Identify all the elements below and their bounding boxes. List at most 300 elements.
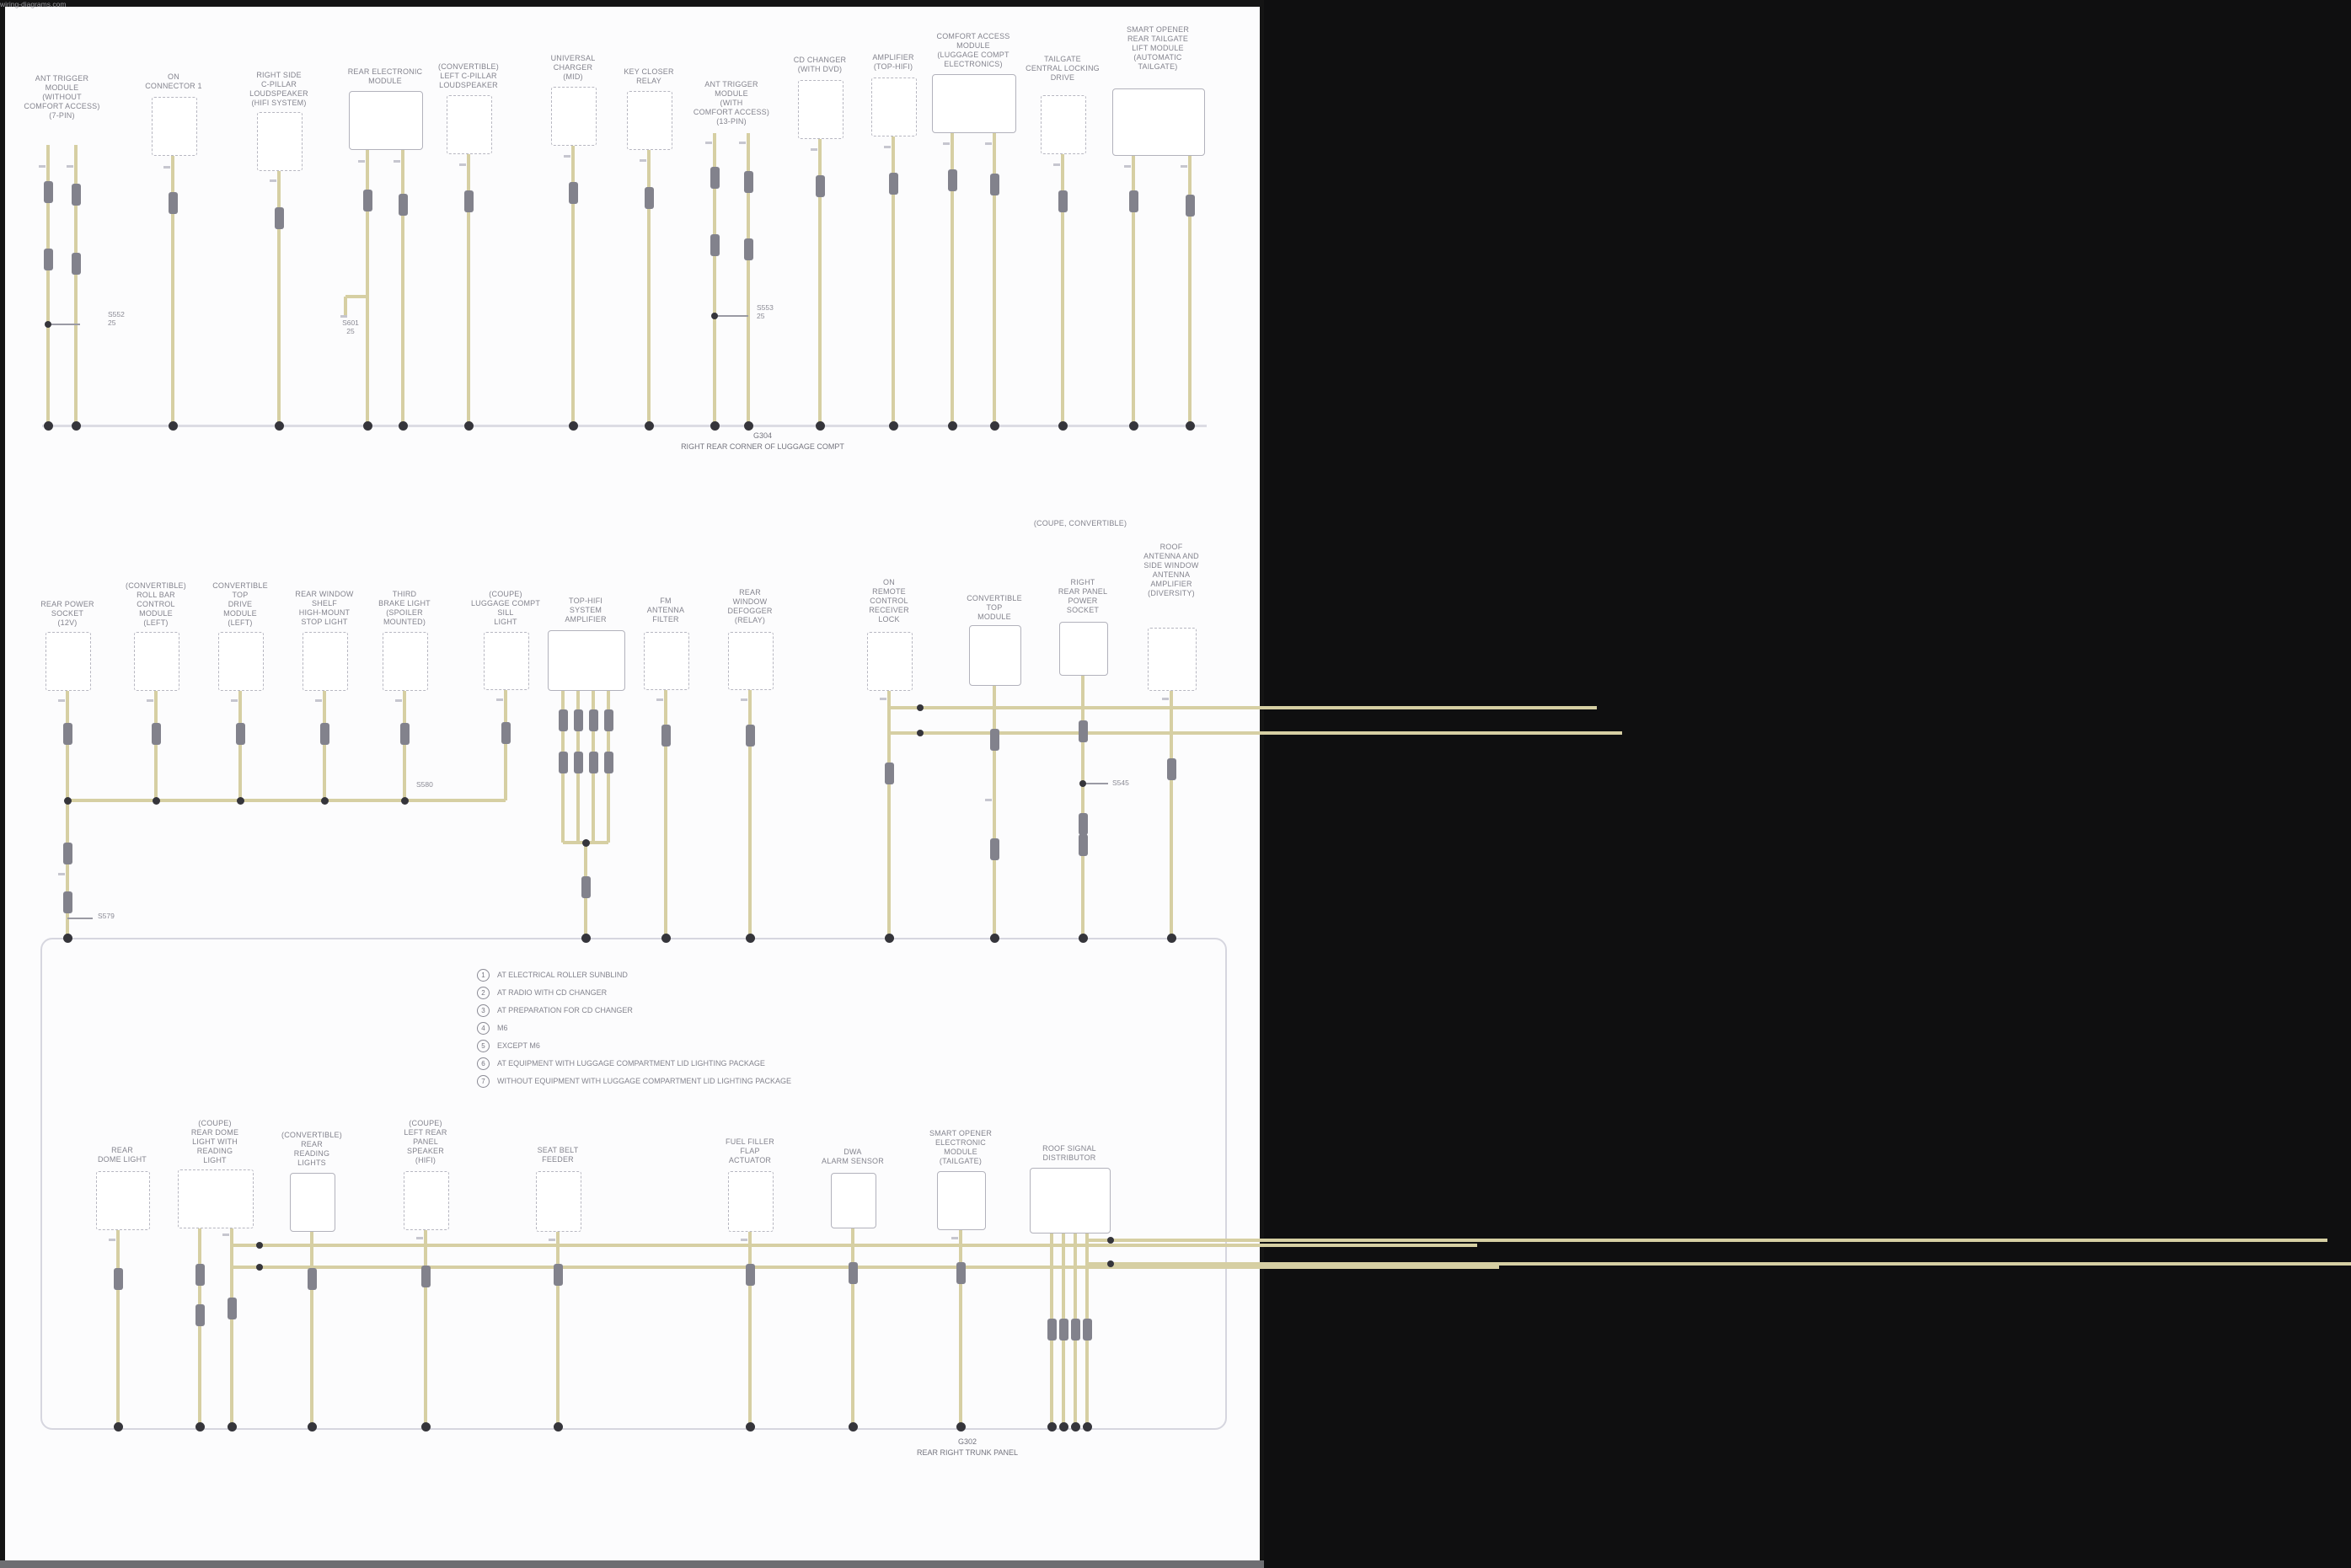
component-label-line: DOME LIGHT [97,1155,147,1164]
ground-dot [195,1422,205,1432]
ground-dot [63,934,72,943]
component-label-line: REAR [739,588,761,597]
component-label-line: PANEL [413,1137,438,1146]
component-label-line: FUEL FILLER [726,1137,774,1146]
ground-dot [114,1422,123,1432]
splice-label-line: S579 [98,912,115,920]
ground-dot [1058,421,1068,431]
component-label-line: MODULE [715,89,748,98]
component-label-line: (LEFT) [228,618,253,627]
component-box [484,632,529,690]
connector-block-icon [1079,813,1088,835]
ground-wire [238,689,242,800]
component-label-line: (DIVERSITY) [1148,589,1195,597]
pin-tick [109,1239,115,1241]
connector-block-icon [604,709,613,731]
connector-block-icon [1079,720,1088,742]
component-label-line: WINDOW [732,597,768,606]
component-label-line: CONNECTOR 1 [145,82,202,90]
splice-label-line: S580 [416,780,433,789]
component-label-line: READING [293,1149,330,1158]
component-label-line: CONVERTIBLE [967,594,1022,602]
ground-dot [1071,1422,1080,1432]
component-label-line: (TAILGATE) [939,1157,983,1165]
connector-block-icon [114,1268,123,1290]
ground-dot [169,421,178,431]
component-label-line: ON [168,72,179,81]
ground-dot [228,1422,237,1432]
component-label-line: CONVERTIBLE [212,581,268,590]
component-box [152,97,197,156]
component-box [1030,1168,1111,1234]
connector-block-icon [195,1264,205,1286]
connector-block-icon [948,169,957,191]
connector-block-icon [152,723,161,745]
connector-block-icon [195,1304,205,1326]
component-label-line: ANTENNA [1152,570,1191,579]
ground-dot [72,421,81,431]
component-label-line: SIDE WINDOW [1143,561,1199,570]
pin-tick [58,699,65,702]
branch-end-tick [340,315,347,318]
component-label-line: TOP [232,591,249,599]
pin-tick [880,698,886,700]
ground-dot [917,704,924,711]
ground-dot [746,1422,755,1432]
ground-dot [464,421,474,431]
legend-item [477,1075,1117,1089]
group-header-label: (COUPE, CONVERTIBLE) [1033,519,1127,527]
ground-wire [748,1230,752,1426]
component-label-line: TOP-HIFI [569,597,602,605]
component-label-line: CONTROL [870,597,908,605]
connector-block-icon [990,729,999,751]
connector-block-icon [400,723,410,745]
splice-label-line: S545 [1112,779,1129,787]
component-box [290,1173,335,1232]
component-label-line: ON [883,578,895,586]
ground-wire [230,1227,233,1426]
ground-wire [67,799,506,802]
splice-label-line: 25 [757,312,765,320]
component-label-line: REAR [301,1140,323,1148]
component-label-line: (13-PIN) [716,117,747,126]
connector-block-icon [72,253,81,275]
ground-dot [1079,780,1086,787]
legend-number: 6 [477,1057,490,1070]
component-box [218,632,264,691]
legend-text: AT PREPARATION FOR CD CHANGER [497,1006,633,1014]
connector-block-icon [746,1264,755,1286]
component-label-line: SPEAKER [407,1147,444,1155]
connector-block-icon [44,249,53,270]
ground-wire [66,689,69,800]
component-label-line: ELECTRONICS) [944,60,1003,68]
ground-dot [256,1264,263,1271]
ground-dot [1186,421,1195,431]
component-label-line: MOUNTED) [383,618,426,626]
legend-item [477,1004,1117,1018]
component-label-line: (LEFT) [143,618,169,627]
component-box [937,1171,986,1230]
component-label-line: ANTENNA [646,606,685,614]
ground-dot [582,839,590,847]
connector-block-icon [63,891,72,913]
ground-dot [1083,1422,1092,1432]
component-label-line: LUGGAGE COMPT [470,599,541,607]
ground-wire [232,1244,1477,1247]
connector-block-icon [849,1262,858,1284]
connector-block-icon [169,192,178,214]
component-label-line: LEFT C-PILLAR [440,72,497,80]
component-label-line: LIGHT WITH [192,1137,238,1146]
component-label-line: ANT TRIGGER [35,74,89,83]
legend-item [477,987,1117,1000]
connector-block-icon [228,1298,237,1319]
connector-block-icon [574,752,583,773]
component-label-line: MODULE [944,1148,977,1156]
component-box [178,1169,254,1228]
pin-tick [705,142,712,144]
component-box [1059,622,1108,676]
ground-dot [401,797,409,805]
legend-item [477,1040,1117,1053]
legend-text: M6 [497,1024,508,1032]
connector-block-icon [1079,834,1088,856]
ground-dot [990,421,999,431]
connector-block-icon [1058,190,1068,212]
ground-wire [424,1228,427,1426]
pin-tick [741,1239,747,1241]
ground-dot [710,421,720,431]
ground-wire [851,1227,854,1426]
component-label-line: LIGHT [494,618,517,626]
component-label-line: (AUTOMATIC [1133,53,1182,62]
legend-item [477,1022,1117,1036]
ground-wire [323,689,326,800]
connector-block-icon [581,876,591,898]
component-label-line: RELAY [636,77,661,85]
pin-tick [315,699,322,702]
ground-wire [1081,674,1084,938]
ground-dot [711,313,718,319]
legend-text: AT ELECTRICAL ROLLER SUNBLIND [497,971,628,979]
ground-dot [1129,421,1138,431]
connector-block-icon [399,194,408,216]
connector-block-icon [574,709,583,731]
component-label-line: COMFORT ACCESS) [693,108,770,116]
legend-number: 7 [477,1075,490,1088]
connector-block-icon [559,709,568,731]
pin-tick [739,142,746,144]
pin-tick [395,699,402,702]
component-label-line: RECEIVER [869,606,909,614]
component-label-line: TOP [986,603,1003,612]
pin-tick [1053,163,1060,166]
component-label-line: MODULE [368,77,402,85]
ground-wire [310,1230,313,1426]
connector-block-icon [589,709,598,731]
connector-block-icon [501,722,511,744]
component-box [548,630,625,691]
ground-dot [885,934,894,943]
component-label-line: TAILGATE [1044,55,1081,63]
component-label-line: AMPLIFIER [1150,580,1192,588]
connector-block-icon [956,1262,966,1284]
ground-dot [256,1242,263,1249]
connector-block-icon [320,723,329,745]
connector-block-icon [559,752,568,773]
splice-label-line: 25 [346,327,355,335]
component-box [728,632,774,690]
ground-dot [64,797,72,805]
component-label-line: STOP LIGHT [301,618,348,626]
component-label-line: SILL [497,608,514,617]
ground-dot [1079,934,1088,943]
pin-tick [549,1239,555,1241]
pin-tick [459,163,466,166]
component-label-line: ROOF [1159,543,1183,551]
ground-dot [1059,1422,1068,1432]
ground-wire [345,295,367,298]
ground-wire [403,689,406,800]
component-box [969,625,1021,686]
component-label-line: DWA [843,1148,862,1156]
ground-dot [321,797,329,805]
component-label-line: LOUDSPEAKER [249,89,308,98]
component-label-line: REMOTE [872,587,906,596]
component-label-line: (COUPE) [489,590,522,598]
connector-block-icon [275,207,284,229]
component-label-line: ANT TRIGGER [704,80,758,88]
ground-dot [1107,1260,1114,1267]
connector-block-icon [990,838,999,860]
component-label-line: SOCKET [51,609,84,618]
ground-wire [198,1227,201,1426]
ground-wire [993,684,996,938]
component-label-line: REAR PANEL [1058,587,1108,596]
pin-tick [811,148,817,151]
legend-item [477,1057,1117,1071]
component-label-line: DEFOGGER [727,607,773,615]
ground-wire [959,1228,962,1426]
pin-tick [656,698,663,701]
pin-tick [1181,165,1187,168]
ground-dot [237,797,244,805]
component-label-line: (LUGGAGE COMPT [937,51,1009,59]
splice-label-line: 25 [108,318,116,327]
component-box [798,80,843,139]
component-label-line: LOCK [878,615,900,623]
component-label-line: (COUPE) [198,1119,232,1127]
component-label-line: (CONVERTIBLE) [126,581,186,590]
component-label-line: THIRD [392,590,417,598]
component-label-line: (RELAY) [734,616,766,624]
legend-number: 4 [477,1022,490,1035]
ground-location: REAR RIGHT TRUNK PANEL [916,1448,1019,1457]
ground-dot [363,421,372,431]
component-label-line: C-PILLAR [260,80,297,88]
connector-block-icon [464,190,474,212]
ground-wire [889,706,920,709]
pin-tick [496,698,503,701]
component-label-line: ROOF SIGNAL [1042,1144,1096,1153]
component-label-line: (HIFI SYSTEM) [251,99,307,107]
component-label-line: MODULE [977,613,1011,621]
connector-block-icon [744,171,753,193]
ground-bus [42,425,1207,427]
pin-tick [39,165,46,168]
ground-dot [917,730,924,736]
component-label-line: SOCKET [1066,606,1100,614]
connector-block-icon [363,190,372,211]
ground-dot [153,797,160,805]
component-label-line: CENTRAL LOCKING [1026,64,1100,72]
component-label-line: REAR POWER [40,600,94,608]
splice-branch [1083,783,1108,784]
pin-tick [416,1237,423,1239]
ground-dot [569,421,578,431]
component-label-line: REAR TAILGATE [1127,35,1189,43]
component-box [644,632,689,690]
ground-dot [746,934,755,943]
ground-dot [956,1422,966,1432]
component-label-line: (CONVERTIBLE) [438,62,499,71]
connector-block-icon [236,723,245,745]
ground-wire [401,148,404,425]
pin-tick [884,146,891,148]
ground-wire [116,1228,120,1426]
pin-tick [163,166,170,169]
component-label-line: COMFORT ACCESS) [24,102,100,110]
ground-dot [275,421,284,431]
pin-tick [1124,165,1131,168]
component-label-line: (WITHOUT [42,93,82,101]
component-label-line: ANTENNA AND [1143,552,1199,560]
component-label-line: (COUPE) [409,1119,442,1127]
component-label-line: REAR WINDOW [295,590,354,598]
legend-item [477,969,1117,982]
component-box [536,1171,581,1232]
splice-label-line: S553 [757,303,774,312]
splice-label-line: S601 [342,318,359,327]
component-label-line: UNIVERSAL [550,54,596,62]
ground-dot [581,934,591,943]
component-label-line: LEFT REAR [404,1128,447,1137]
pin-tick [985,799,992,801]
component-label-line: FLAP [740,1147,760,1155]
legend-number: 2 [477,987,490,999]
component-label-line: DISTRIBUTOR [1042,1153,1096,1162]
connector-block-icon [554,1264,563,1286]
component-label-line: BRAKE LIGHT [378,599,431,607]
component-label-line: TAILGATE) [1138,62,1178,71]
ground-dot [990,934,999,943]
connector-block-icon [569,182,578,204]
ground-wire [154,689,158,800]
component-label-line: (MID) [563,72,583,81]
ground-dot [1167,934,1176,943]
component-label-line: CONTROL [137,600,175,608]
ground-wire [889,731,1622,735]
ground-dot [1047,1422,1057,1432]
legend-text: AT EQUIPMENT WITH LUGGAGE COMPARTMENT LID LIGHTING PACKAGE [497,1059,765,1068]
pin-tick [951,1237,958,1239]
component-label-line: (TOP-HIFI) [873,62,913,71]
legend-text: AT RADIO WITH CD CHANGER [497,988,608,997]
component-label-line: KEY CLOSER [624,67,674,76]
component-label-line: ELECTRONIC [935,1138,986,1147]
connector-block-icon [72,184,81,206]
component-label-line: ALARM SENSOR [822,1157,884,1165]
ground-wire [887,689,891,938]
component-label-line: FEEDER [542,1155,574,1164]
component-label-line: MODULE [956,41,990,50]
component-label-line: (CONVERTIBLE) [281,1131,342,1139]
component-label-line: SYSTEM [569,606,602,614]
component-label-line: REAR ELECTRONIC [347,67,423,76]
ground-dot [44,421,53,431]
connector-block-icon [1047,1319,1057,1341]
component-label-line: RIGHT SIDE [256,71,302,79]
legend-text: EXCEPT M6 [497,1041,540,1050]
ground-dot [554,1422,563,1432]
connector-block-icon [63,723,72,745]
pin-tick [985,142,992,145]
connector-block-icon [308,1268,317,1290]
ground-dot [744,421,753,431]
ground-wire [1087,1239,2327,1242]
component-label-line: MODULE [223,609,257,618]
ground-dot [849,1422,858,1432]
ground-dot [308,1422,317,1432]
component-label-line: POWER [1068,597,1098,605]
connector-block-icon [710,167,720,189]
ground-wire [504,688,507,800]
connector-block-icon [661,725,671,747]
connector-block-icon [710,234,720,256]
connector-block-icon [1129,190,1138,212]
connector-block-icon [816,175,825,197]
connector-block-icon [1083,1319,1092,1341]
component-label-line: AMPLIFIER [872,53,914,62]
component-label-line: SMART OPENER [929,1129,993,1137]
component-box [1041,95,1086,154]
component-label-line: MODULE [45,83,79,92]
component-box [257,112,303,171]
connector-block-icon [44,181,53,203]
pin-tick [741,698,747,701]
ground-wire [1087,1262,2351,1266]
component-box [404,1171,449,1230]
component-box [447,95,492,154]
component-label-line: (12V) [57,618,78,627]
splice-label-line: S552 [108,310,125,318]
connector-block-icon [744,238,753,260]
connector-block-icon [1186,195,1195,217]
ground-dot [948,421,957,431]
legend-text: WITHOUT EQUIPMENT WITH LUGGAGE COMPARTMENT LID LIGHTING PACKAGE [497,1077,792,1085]
ground-dot [421,1422,431,1432]
component-label-line: READING [196,1147,233,1155]
component-label-line: REAR [111,1146,133,1154]
connector-block-icon [746,725,755,747]
connector-block-icon [889,173,898,195]
pin-tick [394,160,400,163]
component-label-line: DRIVE [228,600,253,608]
ground-dot [399,421,408,431]
component-label-line: REAR DOME [190,1128,239,1137]
